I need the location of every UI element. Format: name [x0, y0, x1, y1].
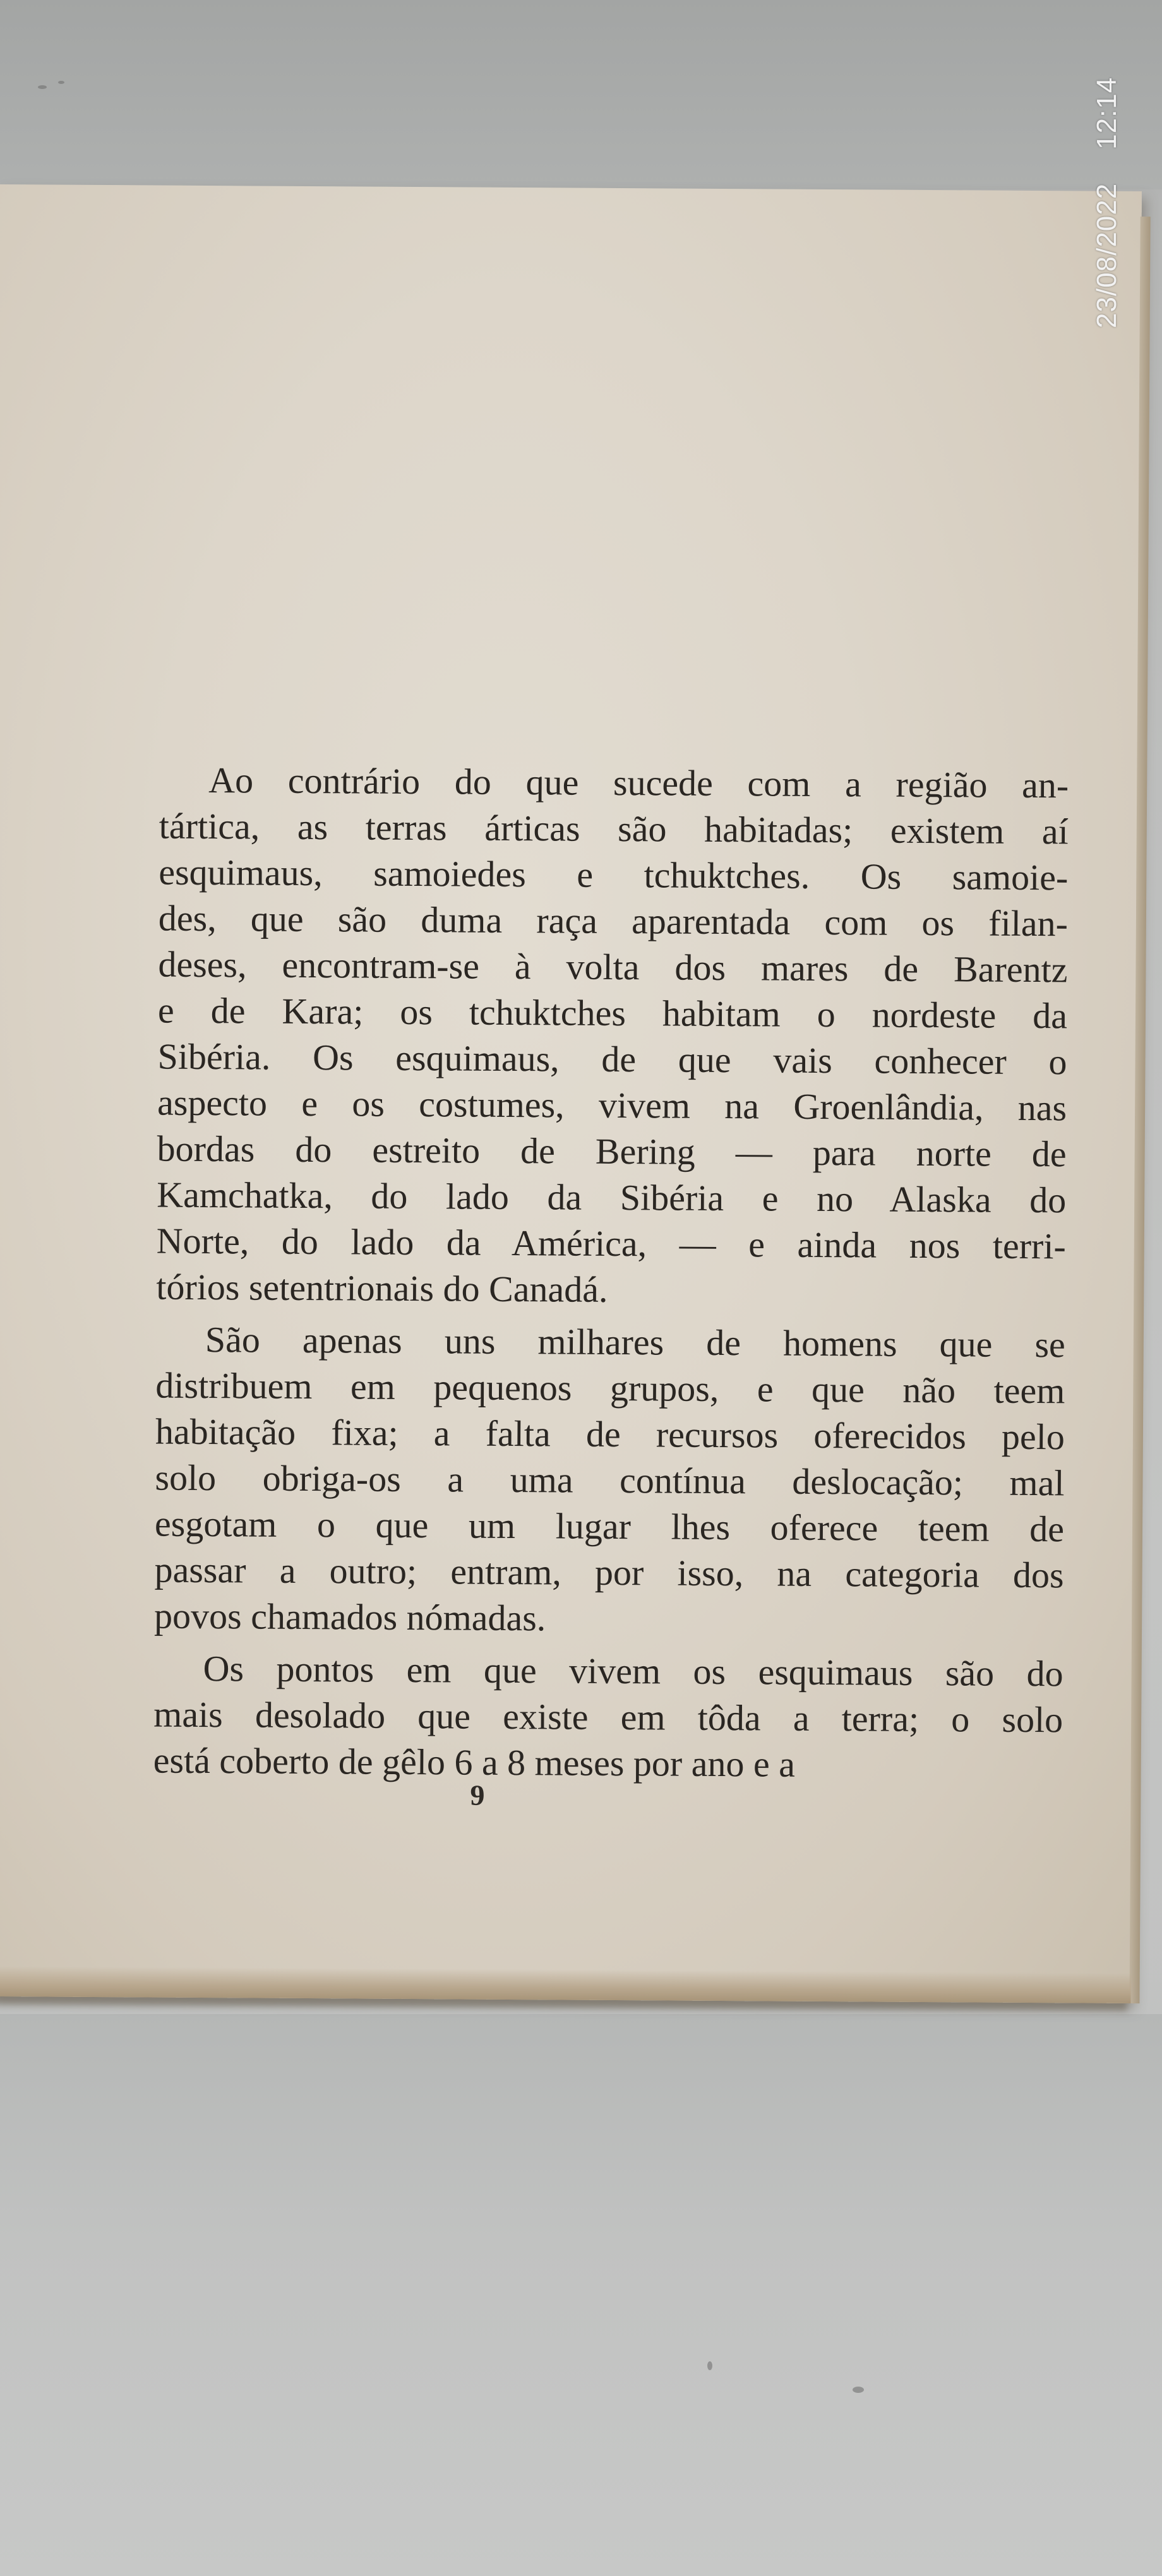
text-line: e de Kara; os tchuktches habitam o nordeste da [157, 989, 1068, 1037]
text-line: Os pontos em que vivem os esquimaus são do [203, 1648, 1063, 1695]
page-edge [1129, 217, 1150, 2003]
text-line: tórios setentrionais do Canadá. [156, 1266, 608, 1310]
table-surface-top [0, 0, 1162, 189]
text-line: deses, encontram-se à volta dos mares de Barentz [158, 943, 1068, 991]
text-line: esgotam o que um lugar lhes oferece teem de [154, 1503, 1065, 1550]
text-line: des, que são duma raça aparentada com os filan- [158, 897, 1069, 945]
text-line: passar a outro; entram, por isso, na categoria dos [154, 1549, 1064, 1596]
text-line: habitação fixa; a falta de recursos oferecidos pelo [155, 1410, 1065, 1458]
text-line: bordas do estreito de Bering — para norte de [157, 1128, 1067, 1175]
text-line: Ao contrário do que sucede com a região an- [208, 760, 1069, 806]
book-page [0, 184, 1142, 2003]
text-line: tártica, as terras árticas são habitadas; existem aí [159, 805, 1069, 852]
paragraph [153, 1645, 1063, 1789]
text-line: esquimaus, samoiedes e tchuktches. Os samoie- [159, 851, 1069, 898]
text-line: São apenas uns milhares de homens que se [205, 1319, 1066, 1366]
page-text [153, 757, 1069, 1789]
text-line: solo obriga-os a uma contínua deslocação; mal [155, 1457, 1065, 1504]
timestamp-time: 12:14 [1091, 76, 1122, 150]
camera-timestamp [1091, 51, 1129, 328]
dust-speck [38, 85, 47, 89]
text-line: distribuem em pequenos grupos, e que não teem [155, 1364, 1065, 1412]
text-line: Kamchatka, do lado da Sibéria e no Alaska do [157, 1174, 1067, 1221]
text-line: mais desolado que existe em tôda a terra; o solo [153, 1693, 1063, 1741]
text-line: Norte, do lado da América, — e ainda nos terri- [156, 1220, 1066, 1267]
dust-speck [853, 2387, 864, 2393]
table-surface-bottom [0, 2014, 1162, 2576]
text-line: está coberto de gêlo 6 a 8 meses por ano e a [153, 1739, 796, 1785]
paragraph [154, 1316, 1065, 1645]
text-line: Sibéria. Os esquimaus, de que vais conhecer o [157, 1035, 1067, 1083]
dust-speck [58, 81, 64, 84]
page-number: 9 [470, 1779, 485, 1811]
dust-speck [707, 2361, 712, 2370]
paragraph [156, 757, 1069, 1316]
text-line: povos chamados nómadas. [153, 1595, 546, 1639]
timestamp-date: 23/08/2022 [1091, 182, 1122, 328]
text-line: aspecto e os costumes, vivem na Groenlândia, nas [157, 1082, 1067, 1129]
timestamp-space [1091, 158, 1122, 174]
